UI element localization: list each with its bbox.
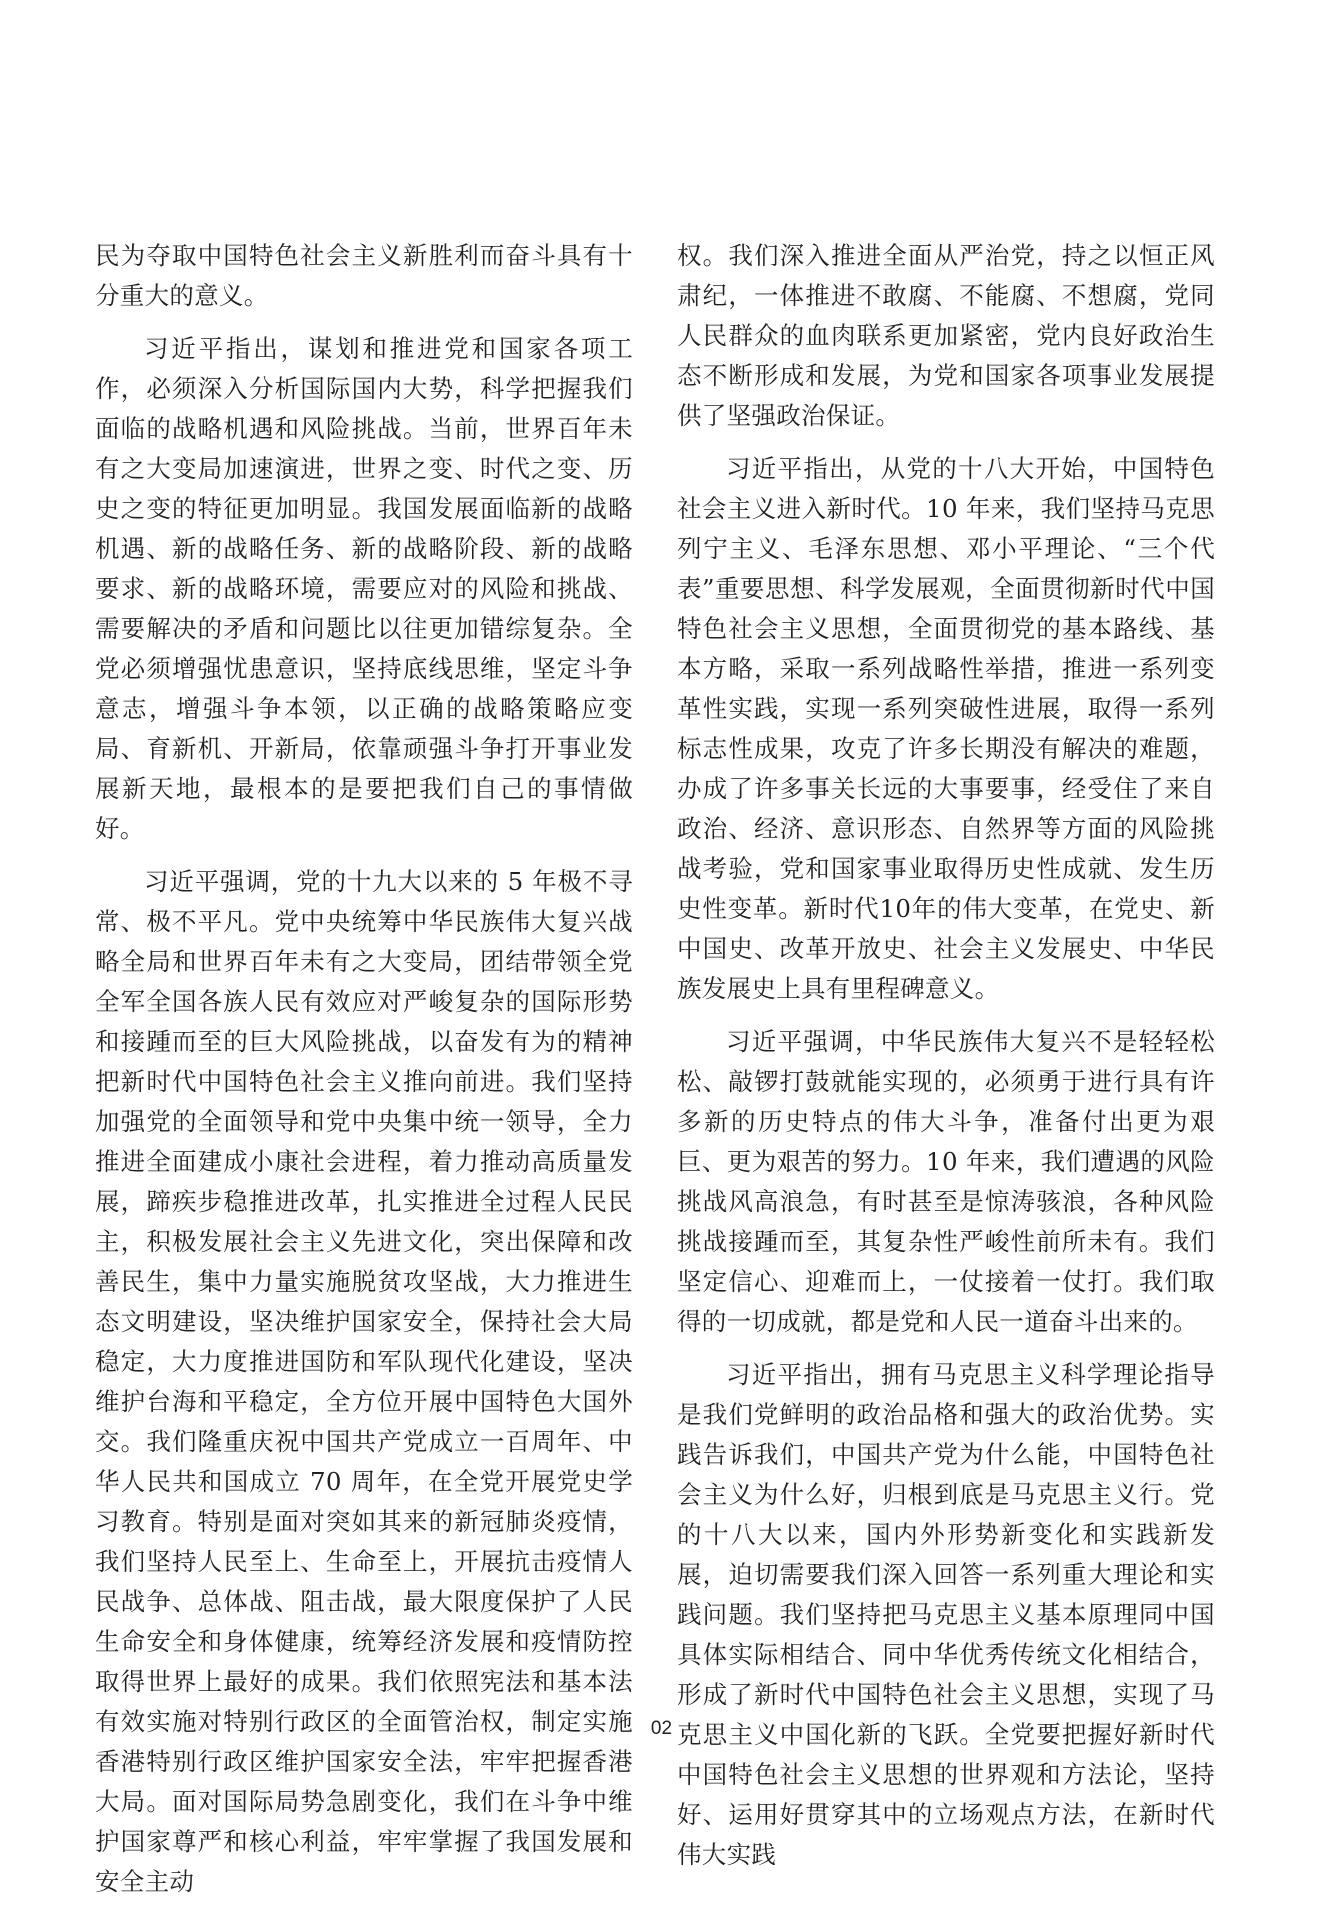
page-number: 02 [650, 1718, 673, 1739]
paragraph: 习近平指出，从党的十八大开始，中国特色社会主义进入新时代。10 年来，我们坚持马克思列宁主义、毛泽东思想、邓小平理论、“三个代表”重要思想、科学发展观，全面贯彻新时代中国特色社会主义思想，全面贯彻党的基本路线、基本方略，采取一系列战略性举措，推进一系列变革性实践，实现一系列突破性进展，取得一系列标志性成果，攻克了许多长期没有解决的难题，办成了许多事关长远的大事要事，经受住了来自政治、经济、意识形态、自然界等方面的风险挑战考验，党和国家事业取得历史性成就、发生历史性变革。新时代10年的伟大变革，在党史、新中国史、改革开放史、社会主义发展史、中华民族发展史上具有里程碑意义。 [677, 454, 1215, 1003]
paragraph: 习近平强调，党的十九大以来的 5 年极不寻常、极不平凡。党中央统筹中华民族伟大复兴战略全局和世界百年未有之大变局，团结带领全党全军全国各族人民有效应对严峻复杂的国际形势和接踵而至的巨大风险挑战，以奋发有为的精神把新时代中国特色社会主义推向前进。我们坚持加强党的全面领导和党中央集中统一领导，全力推进全面建成小康社会进程，着力推动高质量发展，蹄疾步稳推进改革，扎实推进全过程人民民主，积极发展社会主义先进文化，突出保障和改善民生，集中力量实施脱贫攻坚战，大力推进生态文明建设，坚决维护国家安全，保持社会大局稳定，大力度推进国防和军队现代化建设，坚决维护台海和平稳定，全方位开展中国特色大国外交。我们隆重庆祝中国共产党成立一百周年、中华人民共和国成立 70 周年，在全党开展党史学习教育。特别是面对突如其来的新冠肺炎疫情，我们坚持人民至上、生命至上，开展抗击疫情人民战争、总体战、阻击战，最大限度保护了人民生命安全和身体健康，统筹经济发展和疫情防控取得世界上最好的成果。我们依照宪法和基本法有效实施对特别行政区的全面管治权，制定实施香港特别行政区维护国家安全法，牢牢把握香港大局。面对国际局势急剧变化，我们在斗争中维护国家尊严和核心利益，牢牢掌握了我国发展和安全主动 [95, 867, 633, 1896]
paragraph: 习近平指出，谋划和推进党和国家各项工作，必须深入分析国际国内大势，科学把握我们面临的战略机遇和风险挑战。当前，世界百年未有之大变局加速演进，世界之变、时代之变、历史之变的特征更加明显。我国发展面临新的战略机遇、新的战略任务、新的战略阶段、新的战略要求、新的战略环境，需要应对的风险和挑战、需要解决的矛盾和问题比以往更加错综复杂。全党必须增强忧患意识，坚持底线思维，坚定斗争意志，增强斗争本领，以正确的战略策略应变局、育新机、开新局，依靠顽强斗争打开事业发展新天地，最根本的是要把我们自己的事情做好。 [95, 334, 633, 843]
right-column [677, 236, 1215, 1888]
paragraph: 民为夺取中国特色社会主义新胜利而奋斗具有十分重大的意义。 [95, 241, 633, 310]
left-column [95, 236, 633, 1915]
paragraph: 习近平指出，拥有马克思主义科学理论指导是我们党鲜明的政治品格和强大的政治优势。实践告诉我们，中国共产党为什么能，中国特色社会主义为什么好，归根到底是马克思主义行。党的十八大以来，国内外形势新变化和实践新发展，迫切需要我们深入回答一系列重大理论和实践问题。我们坚持把马克思主义基本原理同中国具体实际相结合、同中华优秀传统文化相结合，形成了新时代中国特色社会主义思想，实现了马克思主义中国化新的飞跃。全党要把握好新时代中国特色社会主义思想的世界观和方法论，坚持好、运用好贯穿其中的立场观点方法，在新时代伟大实践 [677, 1360, 1215, 1869]
paragraph: 习近平强调，中华民族伟大复兴不是轻轻松松、敲锣打鼓就能实现的，必须勇于进行具有许多新的历史特点的伟大斗争，准备付出更为艰巨、更为艰苦的努力。10 年来，我们遭遇的风险挑战风高浪急，有时甚至是惊涛骇浪，各种风险挑战接踵而至，其复杂性严峻性前所未有。我们坚定信心、迎难而上，一仗接着一仗打。我们取得的一切成就，都是党和人民一道奋斗出来的。 [677, 1027, 1215, 1336]
paragraph: 权。我们深入推进全面从严治党，持之以恒正风肃纪，一体推进不敢腐、不能腐、不想腐，党同人民群众的血肉联系更加紧密，党内良好政治生态不断形成和发展，为党和国家各项事业发展提供了坚强政治保证。 [677, 241, 1215, 430]
